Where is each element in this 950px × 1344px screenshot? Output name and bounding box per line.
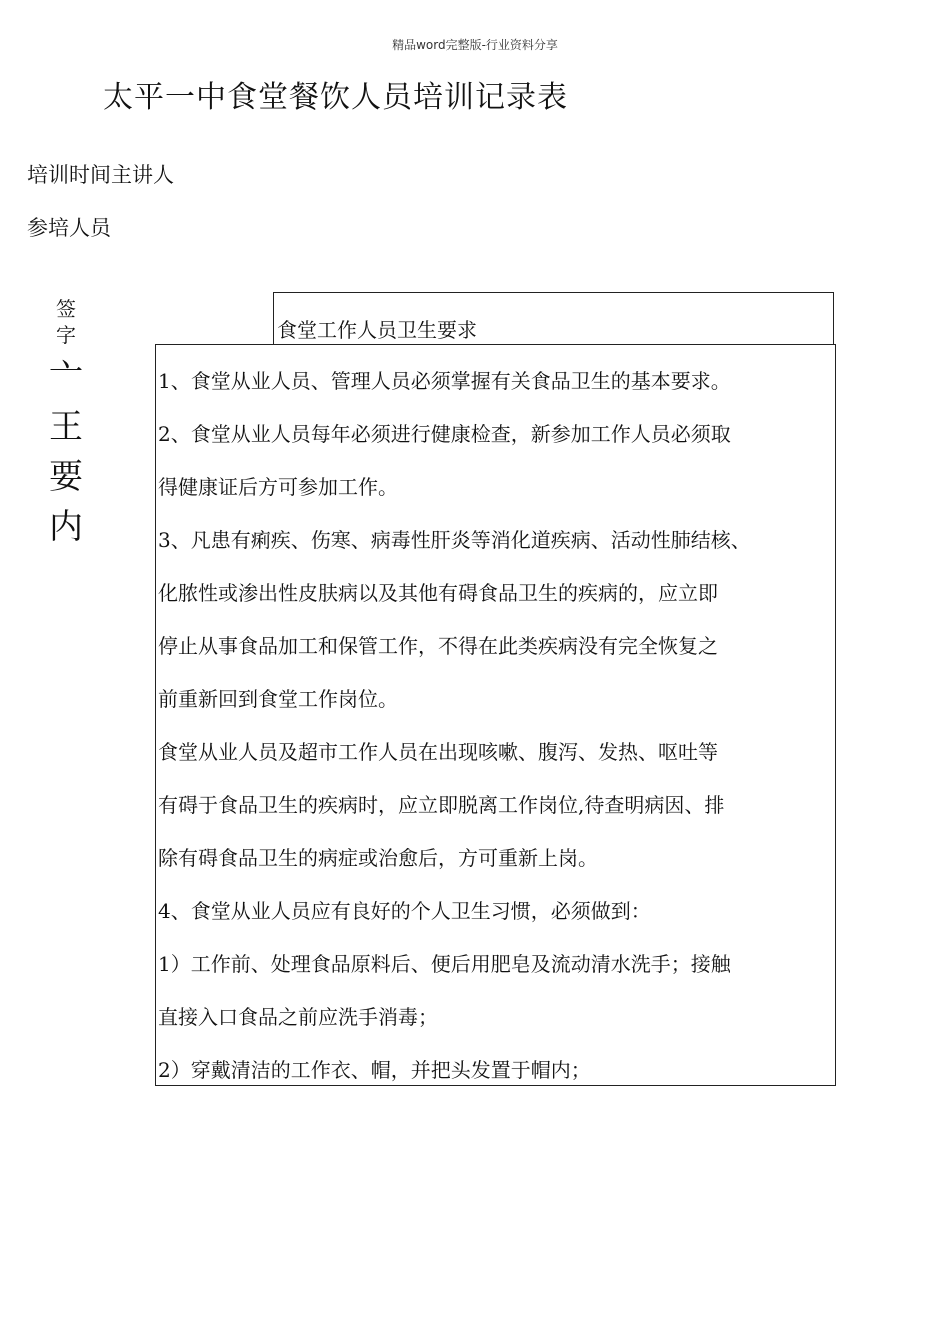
signature-label: 签字: [56, 297, 76, 347]
content-line: 1）工作前、处理食品原料后、便后用肥皂及流动清水洗手；接触: [158, 952, 731, 976]
content-line: 除有碍食品卫生的病症或治愈后，方可重新上岗。: [158, 846, 598, 870]
section-title: 食堂工作人员卫生要求: [277, 318, 477, 342]
content-line: 化脓性或渗出性皮肤病以及其他有碍食品卫生的疾病的，应立即: [158, 581, 718, 605]
content-line: 停止从事食品加工和保管工作，不得在此类疾病没有完全恢复之: [158, 634, 718, 658]
content-line: 直接入口食品之前应洗手消毒；: [158, 1005, 438, 1029]
content-text: [158, 355, 848, 1097]
content-cell: [155, 344, 836, 1086]
content-line: 有碍于食品卫生的疾病时，应立即脱离工作岗位,待查明病因、排: [158, 793, 725, 817]
header-note: 精品word完整版-行业资料分享: [392, 38, 558, 52]
content-line: 2、食堂从业人员每年必须进行健康检查，新参加工作人员必须取: [158, 422, 731, 446]
content-line: 4、食堂从业人员应有良好的个人卫生习惯，必须做到：: [158, 899, 651, 923]
training-time-speaker-label: 培训时间主讲人: [27, 163, 174, 187]
content-line: 2）穿戴清洁的工作衣、帽，并把头发置于帽内；: [158, 1058, 591, 1082]
section-header-cell: [273, 292, 834, 344]
content-line: 3、凡患有痢疾、伤寒、病毒性肝炎等消化道疾病、活动性肺结核、: [158, 528, 751, 552]
content-line: 前重新回到食堂工作岗位。: [158, 687, 398, 711]
main-content-label: 亠王要内: [49, 357, 83, 547]
document-title: 太平一中食堂餐饮人员培训记录表: [103, 80, 568, 115]
participants-label: 参培人员: [27, 216, 111, 240]
content-line: 食堂从业人员及超市工作人员在出现咳嗽、腹泻、发热、呕吐等: [158, 740, 718, 764]
content-line: 得健康证后方可参加工作。: [158, 475, 398, 499]
side-label: [28, 296, 104, 552]
content-line: 1、食堂从业人员、管理人员必须掌握有关食品卫生的基本要求。: [158, 369, 731, 393]
